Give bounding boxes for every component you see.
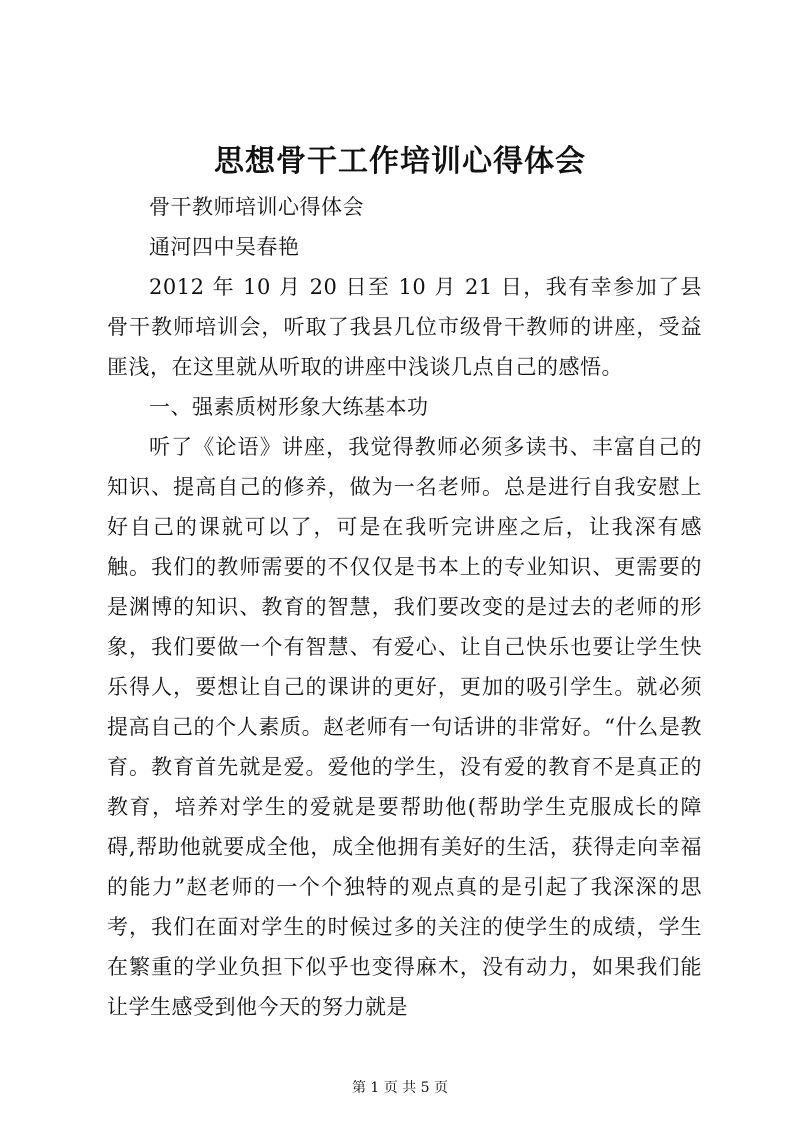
section-heading: 一、强素质树形象大练基本功 [149, 395, 429, 419]
author-paragraph: 通河四中吴春艳 [149, 235, 300, 259]
page-footer: 第 1 页 共 5 页 [351, 1080, 449, 1096]
document-body [107, 187, 702, 1027]
document-title: 思想骨干工作培训心得体会 [214, 144, 586, 179]
body-paragraph: 听了《论语》讲座，我觉得教师必须多读书、丰富自己的知识、提高自己的修养，做为一名老师。总是进行自我安慰上好自己的课就可以了，可是在我听完讲座之后，让我深有感触。我们的教师需要的不仅仅是书本上的专业知识、更需要的是渊博的知识、教育的智慧，我们要改变的是过去的老师的形象，我们要做一个有智慧、有爱心、让自己快乐也要让学生快乐得人，要想让自己的课讲的更好，更加的吸引学生。就必须提高自己的个人素质。赵老师有一句话讲的非常好。“什么是教育。教育首先就是爱。爱他的学生，没有爱的教育不是真正的教育，培养对学生的爱就是要帮助他(帮助学生克服成长的障碍,帮助他就要成全他，成全他拥有美好的生活，获得走向幸福的能力”赵老师的一个个独特的观点真的是引起了我深深的思考，我们在面对学生的时候过多的关注的使学生的成绩，学生在繁重的学业负担下似乎也变得麻木，没有动力，如果我们能让学生感受到他今天的努力就是 [107, 435, 702, 1019]
subtitle-paragraph: 骨干教师培训心得体会 [149, 195, 364, 219]
intro-paragraph: 2012 年 10 月 20 日至 10 月 21 日，我有幸参加了县骨干教师培训会，听取了我县几位市级骨干教师的讲座，受益匪浅，在这里就从听取的讲座中浅谈几点自己的感悟。 [107, 275, 702, 379]
